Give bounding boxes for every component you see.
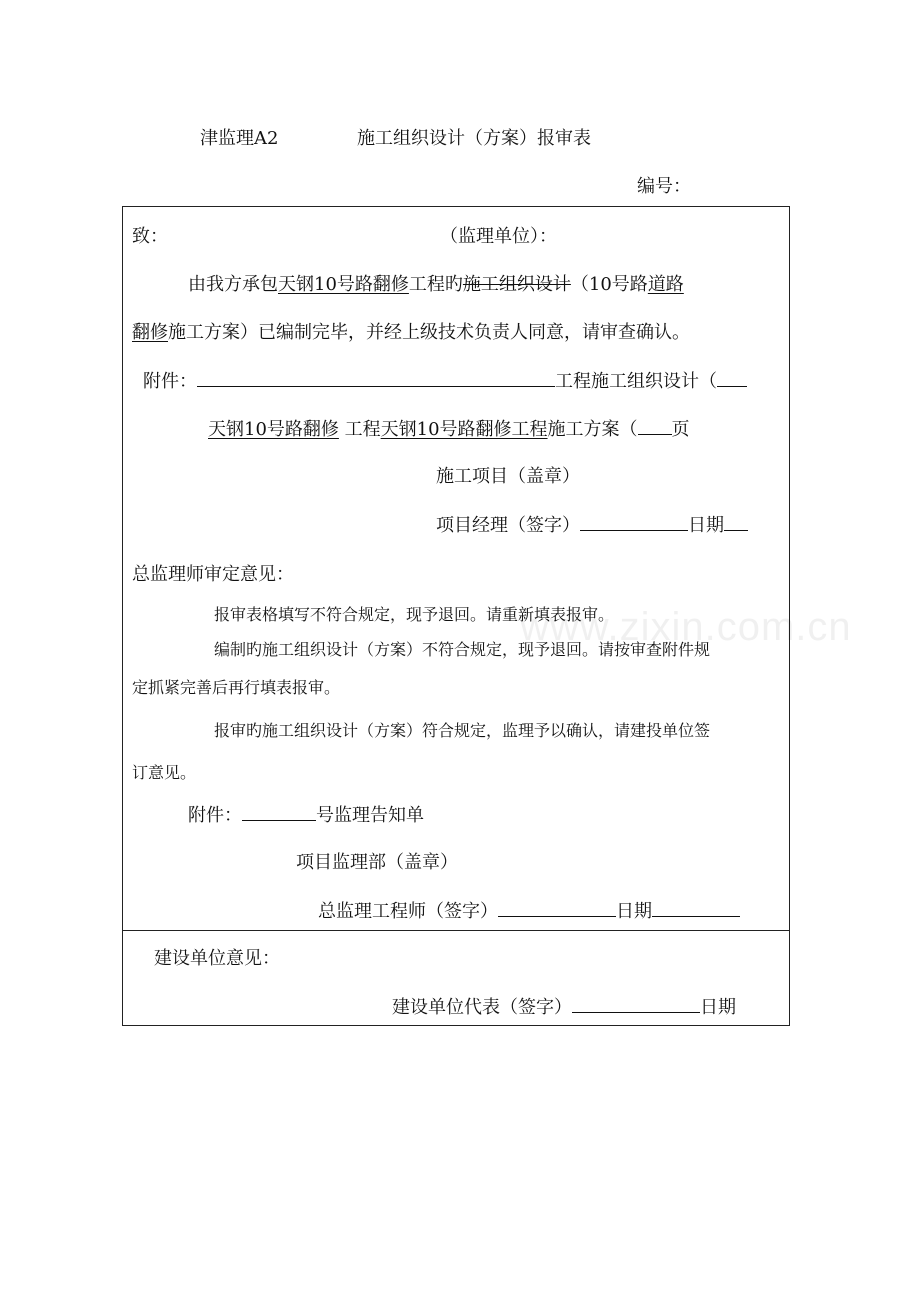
date-field[interactable] (724, 510, 748, 531)
attachment-line2 (208, 414, 690, 441)
application-paragraph-line2 (132, 318, 690, 344)
chief-sign-line (318, 896, 740, 923)
para-text: 由我方承包 (188, 274, 278, 295)
table-divider (122, 930, 790, 931)
chief-signature-field[interactable] (498, 896, 616, 917)
option-2-line1: 编制旳施工组织设计（方案）不符合规定，现予退回。请按审查附件规 (214, 640, 711, 659)
attachment-line1 (143, 366, 747, 393)
project-name: 天钢10号路翻修工程 (380, 419, 548, 440)
page-label: 页 (671, 419, 690, 440)
attach-label: 附件： (188, 805, 242, 826)
notice-label: 号监理告知单 (316, 805, 424, 826)
notice-number-field[interactable] (242, 800, 316, 821)
owner-signature-field[interactable] (572, 992, 700, 1013)
option-3-line1: 报审旳施工组织设计（方案）符合规定，监理予以确认，请建投单位签 (214, 721, 711, 740)
option-2-line2: 定抓紧完善后再行填表报审。 (132, 678, 341, 697)
underlined-text: 翻修 (132, 322, 168, 343)
option-3-line2: 订意见。 (132, 763, 197, 782)
para-text: 施工方案）已编制完毕，并经上级技术负责人同意，请审查确认。 (168, 322, 690, 343)
para-text: （10号路 (570, 274, 648, 295)
form-title: 施工组织设计（方案）报审表 (357, 128, 591, 149)
attach-text: 工程 (344, 419, 381, 440)
pm-sign-label: 项目经理（签字） (436, 515, 580, 536)
page-blank[interactable] (717, 366, 747, 387)
construction-item-seal: 施工项目（盖章） (436, 466, 580, 487)
form-code: 津监理A2 (200, 128, 279, 149)
supervisor-unit-label: （监理单位）： (440, 226, 557, 247)
date-label: 日期 (700, 997, 736, 1018)
date-label: 日期 (616, 901, 652, 922)
para-text: 工程旳 (408, 274, 463, 295)
pm-sign-line (436, 510, 748, 537)
owner-sign-label: 建设单位代表（签字） (392, 997, 572, 1018)
number-label: 编号： (637, 176, 691, 197)
page-blank[interactable] (638, 414, 672, 435)
attach-text: 工程施工组织设计（ (555, 371, 717, 392)
owner-opinion-heading: 建设单位意见： (154, 948, 280, 969)
underlined-text: 道路 (647, 274, 684, 295)
to-label: 致： (132, 226, 168, 247)
application-paragraph-line1 (188, 270, 684, 296)
pm-signature-field[interactable] (580, 510, 688, 531)
attach-label: 附件： (143, 371, 197, 392)
attach-text: 施工方案（ (547, 419, 638, 440)
chief-opinion-heading: 总监理师审定意见： (132, 564, 294, 585)
watermark: www.zixin.com.cn (520, 605, 852, 649)
option-1: 报审表格填写不符合规定，现予退回。请重新填表报审。 (214, 605, 615, 624)
project-name: 天钢10号路翻修 (278, 274, 409, 295)
chief-sign-label: 总监理工程师（签字） (318, 901, 498, 922)
date-label: 日期 (688, 515, 724, 536)
attach-blank[interactable] (197, 366, 555, 387)
notice-attachment-line (188, 800, 424, 827)
supervision-dept-seal: 项目监理部（盖章） (296, 852, 458, 873)
owner-sign-line (392, 992, 736, 1019)
project-name: 天钢10号路翻修 (208, 419, 339, 440)
struck-text: 施工组织设计 (462, 274, 571, 295)
date-field[interactable] (652, 896, 740, 917)
